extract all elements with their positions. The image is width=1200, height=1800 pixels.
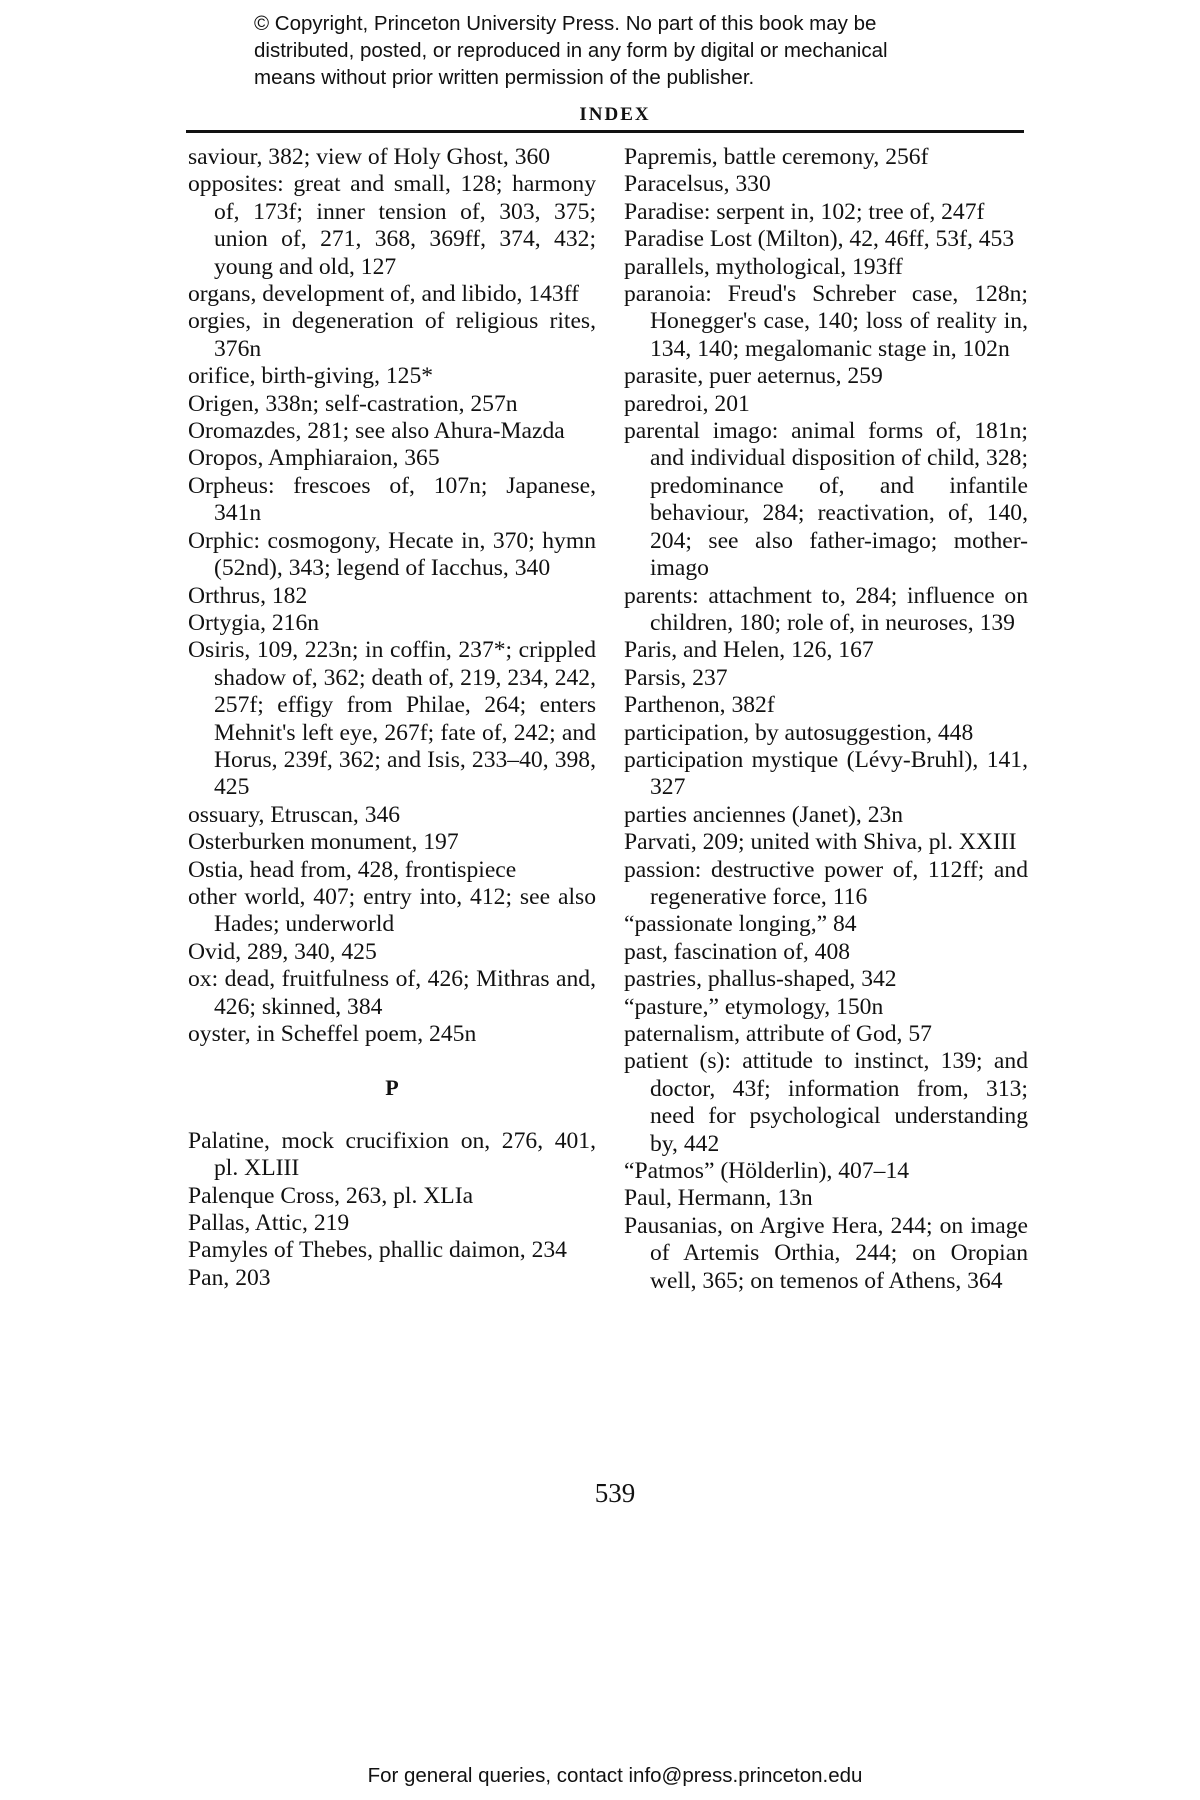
copyright-line: © Copyright, Princeton University Press. No part of this book may be: [254, 12, 877, 35]
index-entry: paranoia: Freud's Schreber case, 128n; Honegger's case, 140; loss of reality in, 134, 140; megalomanic stage in, 102n: [624, 281, 1028, 362]
copyright-line: means without prior written permission of the publisher.: [254, 66, 755, 89]
index-entry: “pasture,” etymology, 150n: [624, 993, 884, 1020]
index-entry: Paradise: serpent in, 102; tree of, 247f: [624, 198, 985, 225]
index-entry: participation mystique (Lévy-Bruhl), 141, 327: [624, 746, 1028, 801]
index-entry: Paris, and Helen, 126, 167: [624, 637, 874, 664]
index-entry: Oromazdes, 281; see also Ahura-Mazda: [188, 418, 565, 445]
index-entry: ossuary, Etruscan, 346: [188, 801, 401, 828]
copyright-line: distributed, posted, or reproduced in any form by digital or mechanical: [254, 39, 888, 62]
index-entry: Parthenon, 382f: [624, 692, 775, 719]
index-entry: Palenque Cross, 263, pl. XLIa: [188, 1182, 474, 1209]
index-entry: Origen, 338n; self-castration, 257n: [188, 390, 518, 417]
index-entry: “passionate longing,” 84: [624, 911, 857, 938]
index-entry: parasite, puer aeternus, 259: [624, 363, 883, 390]
index-entry: Pausanias, on Argive Hera, 244; on image of Artemis Orthia, 244; on Oropian well, 365; on temenos of Athens, 364: [624, 1212, 1028, 1294]
index-entry: past, fascination of, 408: [624, 938, 851, 965]
index-entry: Pamyles of Thebes, phallic daimon, 234: [188, 1237, 567, 1264]
index-entry: Orphic: cosmogony, Hecate in, 370; hymn (52nd), 343; legend of Iacchus, 340: [188, 527, 596, 582]
index-entry: Orthrus, 182: [188, 582, 308, 609]
header-rule: [186, 130, 1024, 133]
index-entry: orgies, in degeneration of religious rites, 376n: [188, 308, 596, 362]
running-head: INDEX: [579, 104, 651, 125]
index-entry: Oropos, Amphiaraion, 365: [188, 445, 440, 472]
index-entry: Osterburken monument, 197: [188, 829, 459, 856]
index-entry: parallels, mythological, 193ff: [624, 253, 903, 280]
index-entry: Parsis, 237: [624, 664, 728, 691]
index-entry: paredroi, 201: [624, 390, 750, 417]
index-entry: patient (s): attitude to instinct, 139; and doctor, 43f; information from, 313; need for psychological understanding by, 442: [624, 1048, 1028, 1157]
index-entry: Pallas, Attic, 219: [188, 1210, 350, 1237]
index-entry: organs, development of, and libido, 143ff: [188, 281, 579, 308]
index-entry: oyster, in Scheffel poem, 245n: [188, 1021, 477, 1047]
index-entry: parental imago: animal forms of, 181n; and individual disposition of child, 328; predominance of, and infantile behaviour, 284; reactivation, of, 140, 204; see also father-imago; mother-imago: [624, 418, 1028, 582]
index-entry: ox: dead, fruitfulness of, 426; Mithras and, 426; skinned, 384: [188, 966, 596, 1020]
index-column-left: [188, 144, 596, 1292]
index-entry: Osiris, 109, 223n; in coffin, 237*; crippled shadow of, 362; death of, 219, 234, 242, 257f; effigy from Philae, 264; enters Mehnit's left eye, 267f; fate of, 242; and Horus, 239f, 362; and Isis, 233–40, 398, 425: [188, 637, 596, 801]
entry-list: [188, 1128, 596, 1292]
index-entry: saviour, 382; view of Holy Ghost, 360: [188, 144, 551, 170]
letter-heading: P: [385, 1075, 399, 1101]
index-entry: Paul, Hermann, 13n: [624, 1185, 813, 1212]
index-entry: Palatine, mock crucifixion on, 276, 401, pl. XLIII: [188, 1127, 596, 1182]
index-entry: Ovid, 289, 340, 425: [188, 938, 377, 965]
index-entry: opposites: great and small, 128; harmony of, 173f; inner tension of, 303, 375; union of, 271, 368, 369ff, 374, 432; young and old, 127: [188, 171, 596, 280]
index-column-right: [624, 144, 1028, 1295]
index-entry: Paradise Lost (Milton), 42, 46ff, 53f, 453: [624, 226, 1015, 253]
index-entry: paternalism, attribute of God, 57: [624, 1021, 932, 1047]
index-entry: parents: attachment to, 284; influence on children, 180; role of, in neuroses, 139: [624, 582, 1028, 636]
footer-contact: For general queries, contact info@press.princeton.edu: [367, 1764, 863, 1787]
index-entry: Parvati, 209; united with Shiva, pl. XXIII: [624, 829, 1017, 856]
index-entry: passion: destructive power of, 112ff; and regenerative force, 116: [624, 856, 1028, 910]
index-entry: Ortygia, 216n: [188, 609, 320, 636]
index-entry: Pan, 203: [188, 1264, 271, 1291]
index-entry: “Patmos” (Hölderlin), 407–14: [624, 1158, 910, 1185]
index-entry: Orpheus: frescoes of, 107n; Japanese, 341n: [188, 472, 596, 527]
index-entry: Papremis, battle ceremony, 256f: [624, 144, 929, 170]
index-entry: other world, 407; entry into, 412; see also Hades; underworld: [188, 883, 596, 938]
index-entry: orifice, birth-giving, 125*: [188, 363, 434, 390]
index-entry: Ostia, head from, 428, frontispiece: [188, 856, 517, 883]
index-entry: Paracelsus, 330: [624, 171, 771, 198]
entry-list: [624, 144, 1028, 1295]
index-entry: pastries, phallus-shaped, 342: [624, 966, 897, 993]
page-number: 539: [594, 1478, 636, 1508]
entry-list: [188, 144, 596, 1048]
copyright-notice: [254, 10, 1014, 91]
index-entry: parties anciennes (Janet), 23n: [624, 801, 904, 828]
index-entry: participation, by autosuggestion, 448: [624, 719, 974, 746]
